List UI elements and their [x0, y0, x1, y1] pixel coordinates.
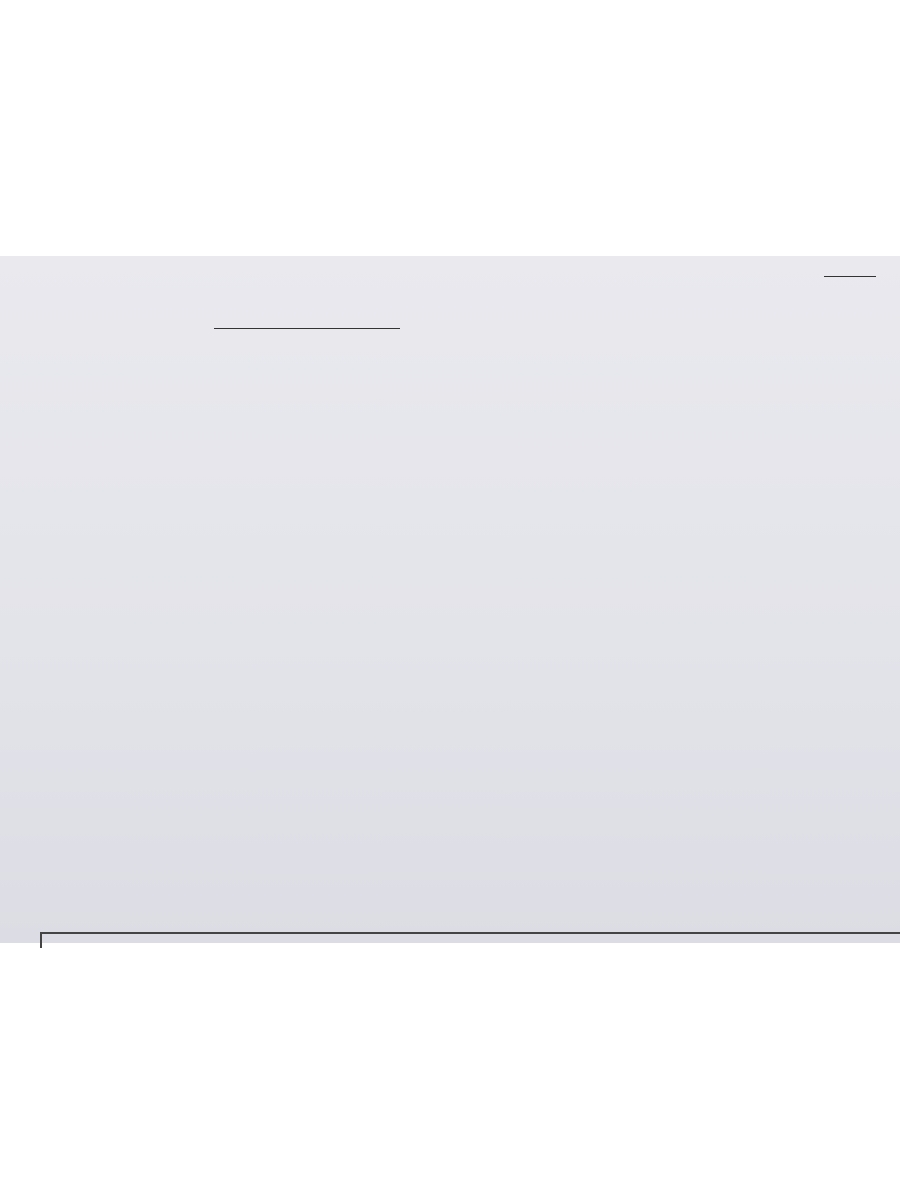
next-table-edge [40, 932, 900, 948]
